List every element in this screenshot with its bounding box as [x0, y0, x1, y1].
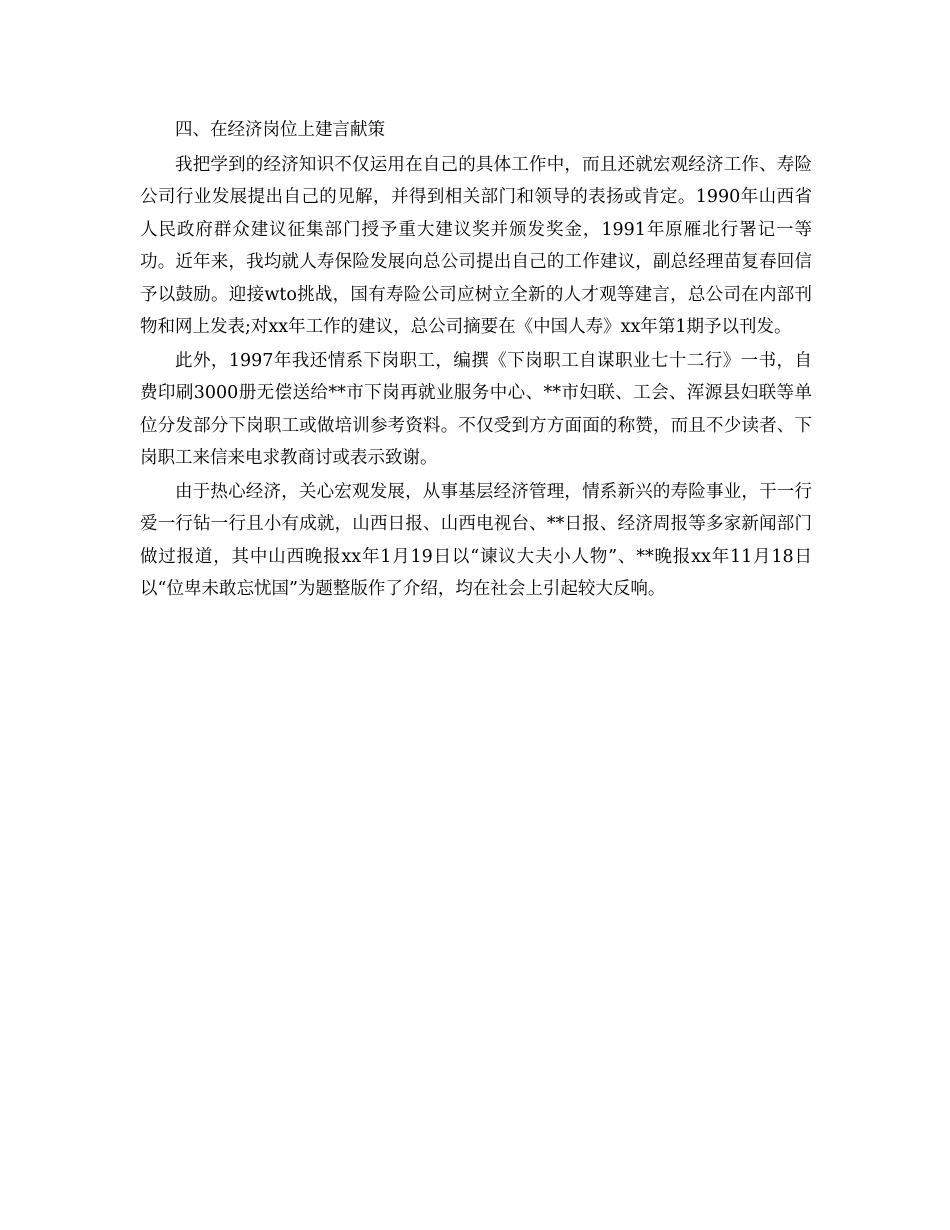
paragraph-media-coverage: 由于热心经济，关心宏观发展，从事基层经济管理，情系新兴的寿险事业，干一行爱一行钻一行且小有成就，山西日报、山西电视台、**日报、经济周报等多家新闻部门做过报道，其中山西晚报xx年1月19日以“谏议大夫小人物”、**晚报xx年11月18日以“位卑未敢忘忧国”为题整版作了介绍，均在社会上引起较大反响。 — [140, 481, 812, 599]
paragraph-economic-suggestions: 我把学到的经济知识不仅运用在自己的具体工作中，而且还就宏观经济工作、寿险公司行业发展提出自己的见解，并得到相关部门和领导的表扬或肯定。1990年山西省人民政府群众建议征集部门授予重大建议奖并颁发奖金，1991年原雁北行署记一等功。近年来，我均就人寿保险发展向总公司提出自己的工作建议，副总经理苗复春回信予以鼓励。迎接wto挑战，国有寿险公司应树立全新的人才观等建言，总公司在内部刊物和网上发表;对xx年工作的建议，总公司摘要在《中国人寿》xx年第1期予以刊发。 — [140, 154, 812, 337]
paragraph-laid-off-workers-book: 此外，1997年我还情系下岗职工，编撰《下岗职工自谋职业七十二行》一书，自费印刷3000册无偿送给**市下岗再就业服务中心、**市妇联、工会、浑源县妇联等单位分发部分下岗职工或做培训参考资料。不仅受到方方面面的称赞，而且不少读者、下岗职工来信来电求教商讨或表示致谢。 — [140, 350, 812, 468]
document-body — [140, 114, 812, 607]
section-heading: 四、在经济岗位上建言献策 — [175, 120, 385, 140]
